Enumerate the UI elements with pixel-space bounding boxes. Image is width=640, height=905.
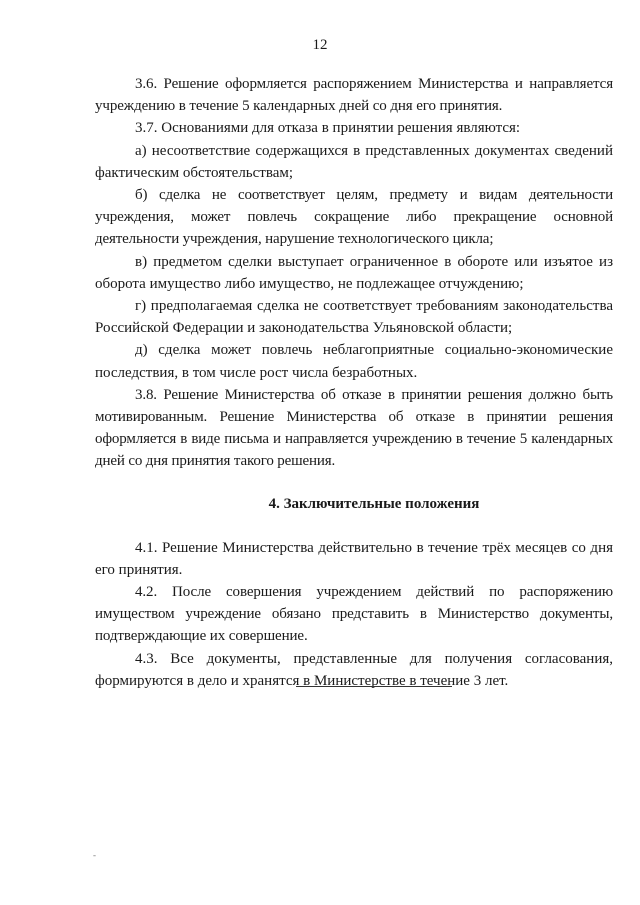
- section-4-heading: 4. Заключительные положения: [268, 495, 480, 512]
- paragraph-4-1: 4.1. Решение Министерства действительно в течение трёх месяцев со дня его принятия.: [95, 539, 613, 578]
- end-separator-line: [296, 686, 452, 687]
- paragraph-3-8: 3.8. Решение Министерства об отказе в принятии решения должно быть мотивированным. Решение Министерства об отказе в принятии решения оформляется в виде письма и направляется учреждению в течение 5 календарных дней со дня принятия такого решения.: [95, 386, 613, 470]
- paragraph-3-6: 3.6. Решение оформляется распоряжением Министерства и направляется учреждению в течение 5 календарных дней со дня его принятия.: [95, 76, 613, 115]
- list-item-b: б) сделка не соответствует целям, предмету и видам деятельности учреждения, может повлечь сокращение либо прекращение основной деятельности учреждения, нарушение технологического цикла;: [95, 187, 613, 248]
- paragraph-4-3: 4.3. Все документы, представленные для получения согласования, формируются в дело и хранятся в Министерстве в течение 3 лет.: [95, 650, 613, 689]
- corner-mark: -: [93, 850, 96, 860]
- paragraph-3-7: 3.7. Основаниями для отказа в принятии решения являются:: [135, 120, 521, 137]
- list-item-d: д) сделка может повлечь неблагоприятные социально-экономические последствия, в том числе рост числа безработных.: [95, 342, 613, 381]
- list-item-a: а) несоответствие содержащихся в представленных документах сведений фактическим обстоятельствам;: [95, 142, 613, 181]
- list-item-v: в) предметом сделки выступает ограниченное в обороте или изъятое из оборота имущество либо имущество, не подлежащее отчуждению;: [95, 253, 613, 292]
- document-body: [95, 73, 613, 692]
- page-number: 12: [312, 37, 328, 53]
- list-item-g: г) предполагаемая сделка не соответствует требованиям законодательства Российской Федерации и законодательства Ульяновской области;: [95, 298, 613, 337]
- paragraph-4-2: 4.2. После совершения учреждением действий по распоряжению имуществом учреждение обязано представить в Министерство документы, подтверждающие их совершение.: [95, 584, 613, 645]
